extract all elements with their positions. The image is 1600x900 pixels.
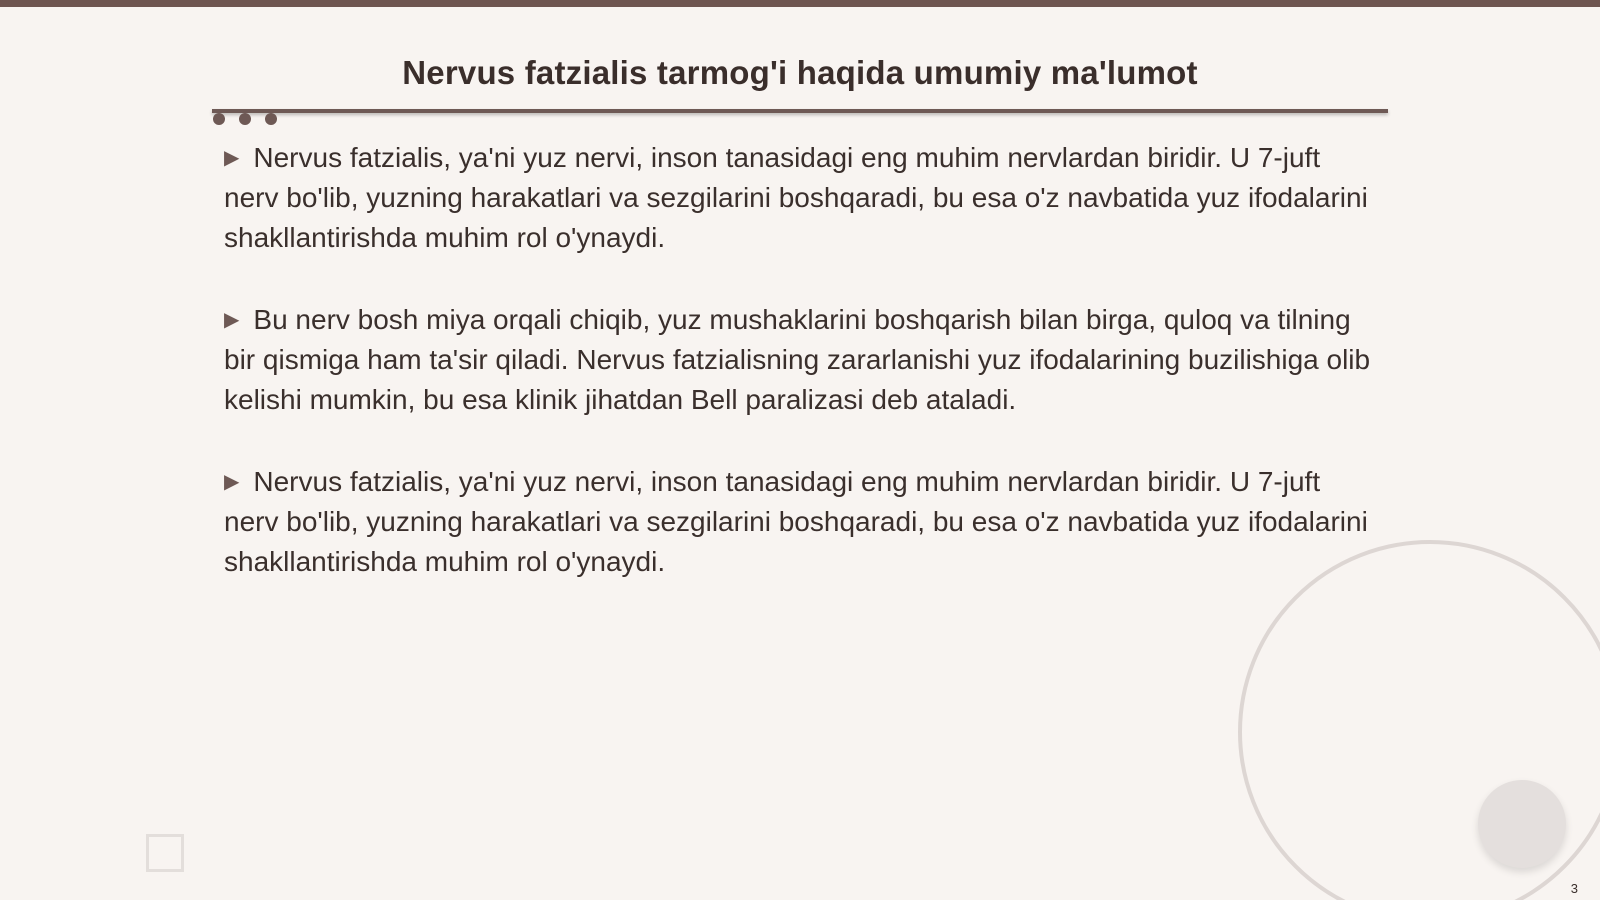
- decor-square: [146, 834, 184, 872]
- bullet-text: Bu nerv bosh miya orqali chiqib, yuz mushaklarini boshqarish bilan birga, quloq va tilning bir qismiga ham ta'sir qiladi. Nervus fatzialisning zararlanishi yuz ifodalarining buzilishiga olib kelishi mumkin, bu esa klinik jihatdan Bell paralizasi deb ataladi.: [224, 304, 1371, 415]
- top-accent-bar: [0, 0, 1600, 7]
- triangle-right-icon: ▶: [224, 147, 240, 169]
- title-underline: [212, 109, 1388, 113]
- bullet-paragraph: [224, 138, 1374, 258]
- bullet-paragraph: [224, 300, 1374, 420]
- decor-dot: [239, 113, 251, 125]
- bullet-list: [224, 138, 1374, 624]
- slide-title: Nervus fatzialis tarmog'i haqida umumiy ma'lumot: [402, 54, 1198, 91]
- decor-dot: [265, 113, 277, 125]
- bullet-text: Nervus fatzialis, ya'ni yuz nervi, inson tanasidagi eng muhim nervlardan biridir. U 7-juft nerv bo'lib, yuzning harakatlari va sezgilarini boshqaradi, bu esa o'z navbatida yuz ifodalarini shakllantirishda muhim rol o'ynaydi.: [224, 466, 1368, 577]
- bullet-paragraph: [224, 462, 1374, 582]
- triangle-right-icon: ▶: [224, 309, 240, 331]
- triangle-right-icon: ▶: [224, 471, 240, 493]
- bullet-text: Nervus fatzialis, ya'ni yuz nervi, inson tanasidagi eng muhim nervlardan biridir. U 7-juft nerv bo'lib, yuzning harakatlari va sezgilarini boshqaradi, bu esa o'z navbatida yuz ifodalarini shakllantirishda muhim rol o'ynaydi.: [224, 142, 1368, 253]
- page-number: 3: [1570, 881, 1578, 896]
- decor-dot: [213, 113, 225, 125]
- decor-circle: [1478, 780, 1566, 868]
